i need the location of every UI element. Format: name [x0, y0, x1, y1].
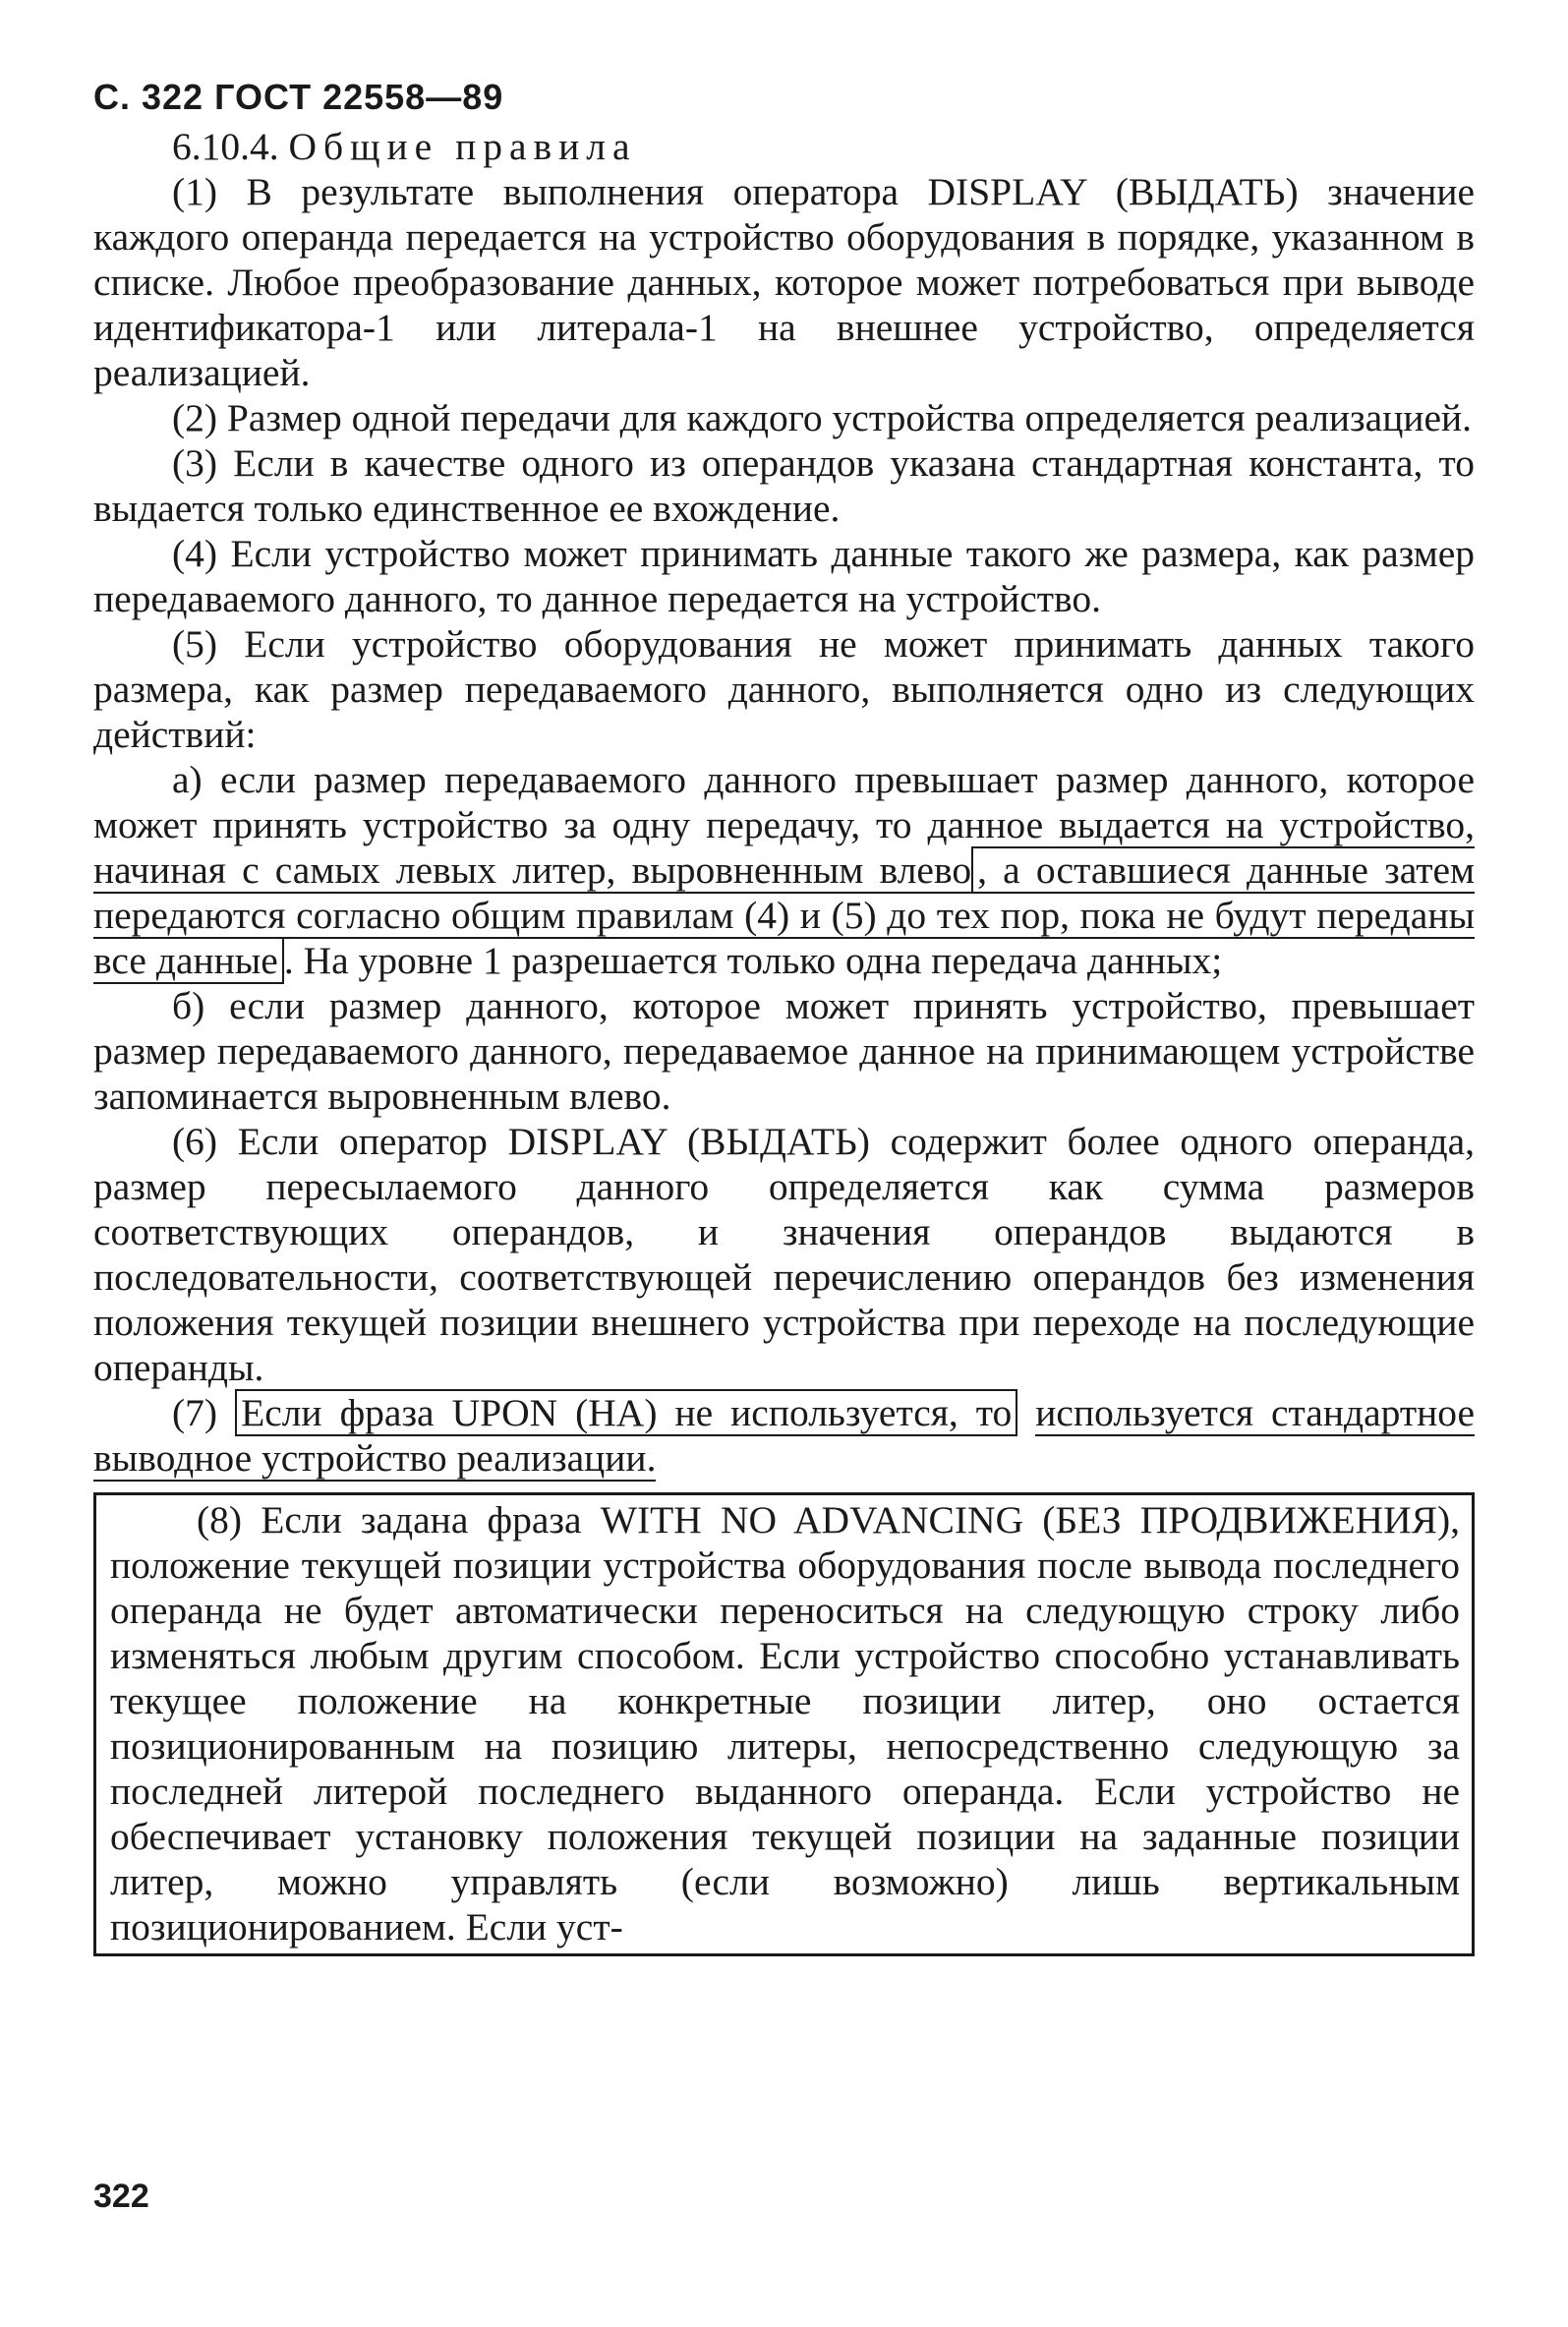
rule-5a-boxed-text: , а оставшиеся данные затем передаются согласно общим правилам (4) и (5) до тех пор, пока не будут переданы все данные [93, 848, 1475, 982]
rule-5: (5) Если устройство оборудования не может принимать данных такого размера, как размер передаваемого данного, выполняется одно из следующих действий: [93, 622, 1475, 756]
section-heading [93, 124, 1475, 169]
section-title: Общие правила [288, 125, 637, 168]
rule-1: (1) В результате выполнения оператора DISPLAY (ВЫДАТЬ) значение каждого операнда передается на устройство оборудования в порядке, указанном в списке. Любое преобразование данных, которое может потребоваться при выводе идентификатора-1 или литерала-1 на внешнее устройство, определяется реализацией. [93, 170, 1475, 394]
rule-5a [93, 757, 1475, 983]
rule-7-rest: используется стандартное выводное устройство реализации. [93, 1391, 1475, 1480]
rule-7 [93, 1390, 1475, 1481]
rule-8: (8) Если задана фраза WITH NO ADVANCING (БЕЗ ПРОДВИЖЕНИЯ), положение текущей позиции устройства оборудования после вывода последнего операнда не будет автоматически переноситься на следующую строку либо изменяться любым другим способом. Если устройство способно устанавливать текущее положение на конкретные позиции литер, оно остается позиционированным на позицию литеры, непосредственно следующую за последней литерой последнего выданного операнда. Если устройство не обеспечивает установку положения текущей позиции на заданные позиции литер, можно управлять (если возможно) лишь вертикальным позиционированием. Если уст- [110, 1498, 1460, 1949]
section-number: 6.10.4. [172, 125, 279, 168]
rule-8-box [93, 1492, 1475, 1956]
rule-7-boxed-text: Если фраза UPON (НА) не используется, то [235, 1389, 1017, 1436]
page-content [93, 124, 1475, 1956]
page-header: С. 322 ГОСТ 22558—89 [93, 77, 504, 117]
rule-7-number: (7) [172, 1391, 218, 1434]
rule-5a-end: . На уровне 1 разрешается только одна передача данных; [283, 939, 1223, 982]
rule-6: (6) Если оператор DISPLAY (ВЫДАТЬ) содержит более одного операнда, размер пересылаемого данного определяется как сумма размеров соответствующих операндов, и значения операндов выдаются в последовательности, соответствующей перечислению операндов без изменения положения текущей позиции внешнего устройства при переходе на последующие операнды. [93, 1120, 1475, 1389]
rule-5a-start: а) если размер передаваемого данного превышает размер данного, которое может принять устройство за одну передачу, то данное выдается на устройство, начиная с самых левых литер, выровненным влево [93, 758, 1475, 892]
rule-3: (3) Если в качестве одного из операндов указана стандартная константа, то выдается только единственное ее вхождение. [93, 441, 1475, 530]
page-number: 322 [93, 2178, 149, 2215]
rule-2: (2) Размер одной передачи для каждого устройства определяется реализацией. [172, 396, 1473, 439]
rule-5b: б) если размер данного, которое может принять устройство, превышает размер передаваемого данного, передаваемое данное на принимающем устройстве запоминается выровненным влево. [93, 984, 1475, 1118]
rule-4: (4) Если устройство может принимать данные такого же размера, как размер передаваемого данного, то данное передается на устройство. [93, 532, 1475, 620]
